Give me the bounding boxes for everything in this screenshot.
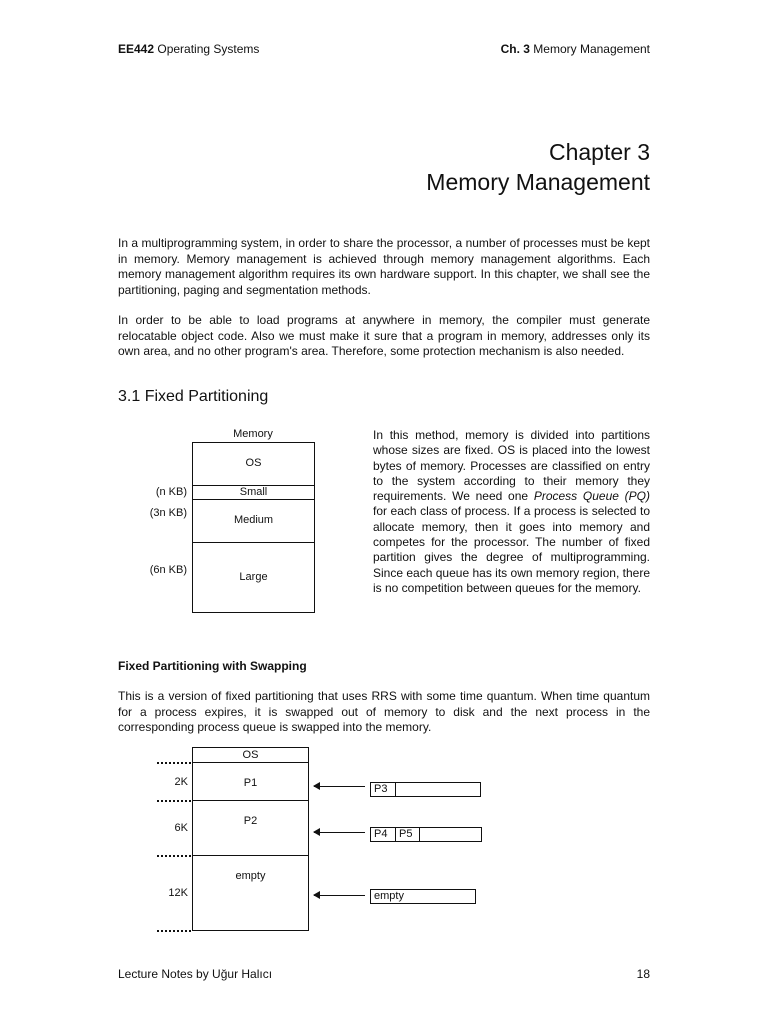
page-number: 18	[636, 967, 650, 981]
boundary-mark	[157, 762, 191, 764]
header-course	[118, 42, 259, 56]
partition-medium: Medium	[233, 514, 274, 526]
swap-size-6k: 6K	[174, 822, 188, 834]
boundary-mark	[157, 855, 191, 857]
section-heading: 3.1 Fixed Partitioning	[118, 388, 269, 405]
swap-partition-p2: P2	[243, 815, 258, 827]
partition-small: Small	[239, 486, 268, 498]
swap-size-2k: 2K	[174, 776, 188, 788]
memory-diagram	[192, 442, 315, 613]
swapping-heading: Fixed Partitioning with Swapping	[118, 659, 307, 673]
queue-cell: P4	[371, 828, 396, 841]
queue-cell	[420, 828, 481, 841]
intro-paragraph: In a multiprogramming system, in order to share the processor, a number of processes must be kept in memory. Memory management is achieved through memory management algorithms. Each memory management algorithm requires its own hardware support. In this chapter, we shall see the partitioning, paging and segmentation methods.	[118, 236, 650, 297]
header-chapter	[501, 42, 650, 56]
queue-p2	[370, 827, 482, 842]
arrow-left-icon	[314, 832, 365, 833]
arrow-left-icon	[314, 895, 365, 896]
size-large: (6n KB)	[149, 564, 187, 576]
swap-os-block: OS	[192, 747, 309, 763]
partition-large: Large	[239, 571, 268, 583]
swap-size-12k: 12K	[168, 887, 188, 899]
relocation-paragraph: In order to be able to load programs at anywhere in memory, the compiler must generate relocatable object code. Also we must make it sure that a program in memory, addresses only its own area, and no other program's area. Therefore, some protection mechanism is also needed.	[118, 313, 650, 358]
boundary-mark	[157, 930, 191, 932]
queue-p1	[370, 782, 481, 797]
swap-memory	[192, 762, 309, 931]
partition-os: OS	[245, 457, 262, 469]
fixed-partitioning-text: In this method, memory is divided into partitions whose sizes are fixed. OS is placed into the lowest bytes of memory. Processes are classified on entry to the system according to their memory they requirements. We need one Process Queue (PQ) for each class of process. If a process is selected to allocate memory, then it goes into memory and competes for the processor. The number of fixed partition gives the degree of multiprogramming. Since each queue has its own memory region, there is no competition between queues for the memory.	[373, 428, 651, 595]
swap-partition-p1: P1	[243, 777, 258, 789]
course-name: Operating Systems	[154, 42, 260, 56]
process-queue-term: Process Queue (PQ)	[533, 489, 651, 504]
chapter-title	[426, 137, 650, 197]
memory-diagram-title: Memory	[233, 428, 273, 440]
size-medium: (3n KB)	[149, 507, 187, 519]
queue-cell: P5	[396, 828, 420, 841]
queue-cell: empty	[374, 890, 404, 902]
footer-author: Lecture Notes by Uğur Halıcı	[118, 967, 273, 981]
size-small: (n KB)	[155, 486, 187, 498]
chapter-ref: Ch. 3	[500, 42, 530, 56]
queue-empty	[370, 889, 476, 904]
course-code: EE442	[118, 42, 155, 56]
queue-cell: P3	[371, 783, 396, 796]
swapping-paragraph: This is a version of fixed partitioning that uses RRS with some time quantum. When time quantum for a process expires, it is swapped out of memory to disk and the next process in the corresponding process queue is swapped into the memory.	[118, 689, 650, 734]
queue-cell	[396, 783, 480, 796]
swap-partition-empty: empty	[235, 870, 266, 882]
arrow-left-icon	[314, 786, 365, 787]
chapter-number: Chapter 3	[548, 139, 650, 165]
chapter-name: Memory Management	[426, 169, 650, 195]
chapter-ref-name: Memory Management	[529, 42, 650, 56]
boundary-mark	[157, 800, 191, 802]
